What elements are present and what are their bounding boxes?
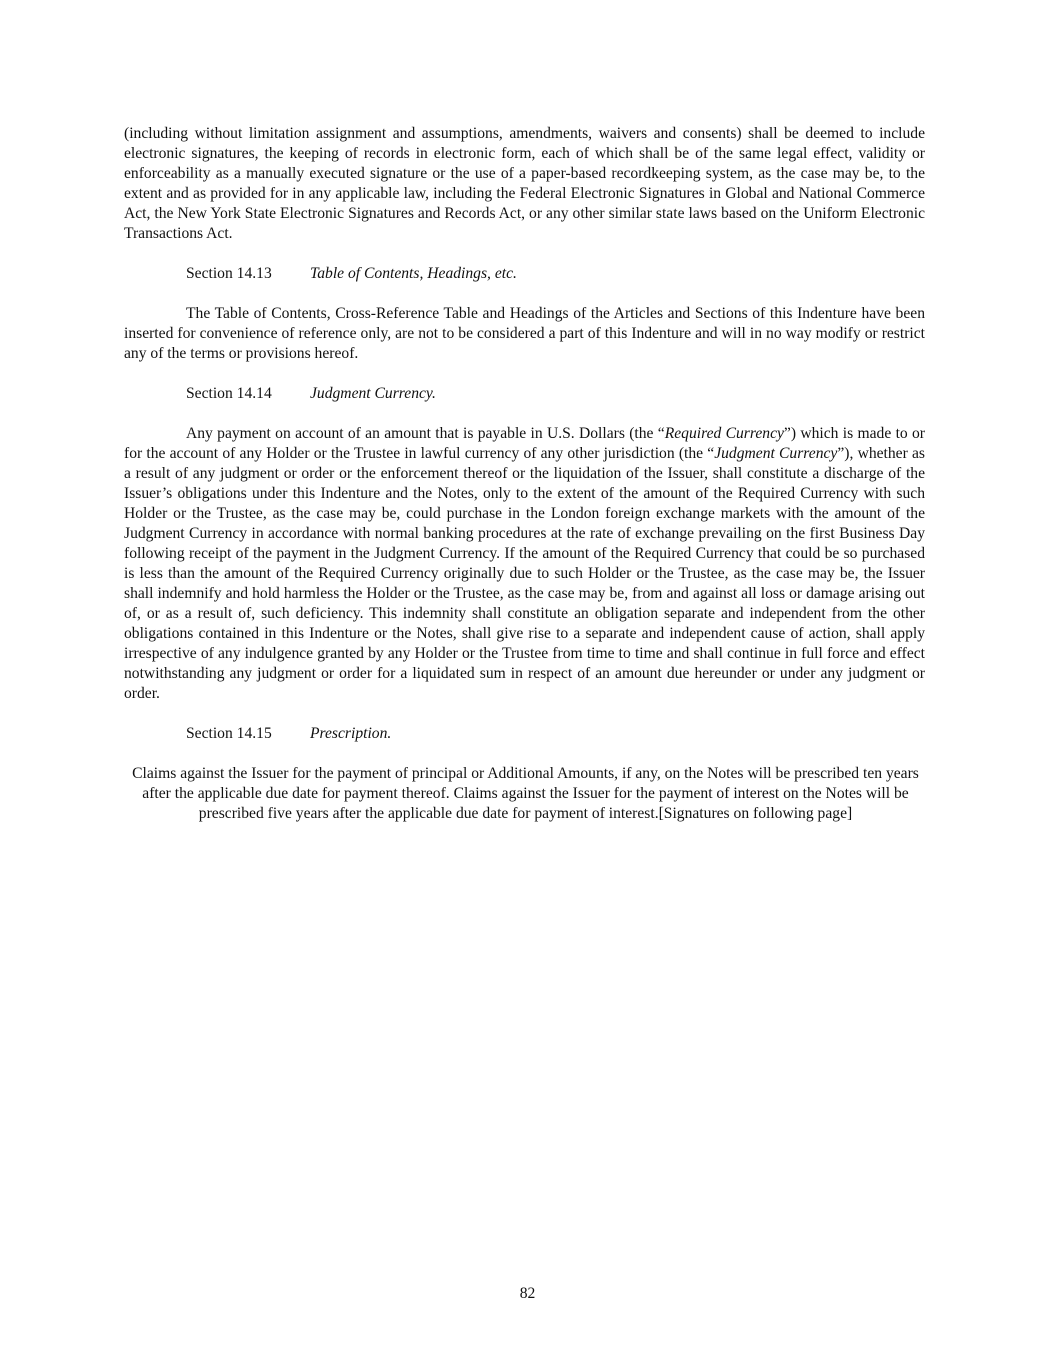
defined-term-judgment-currency: Judgment Currency xyxy=(714,445,838,462)
section-heading-14-13 xyxy=(124,264,925,284)
section-heading-14-15 xyxy=(124,724,925,744)
body-text: ”), whether as a result of any judgment or order or the enforcement thereof or the liquidation of the Issuer, shall constitute a discharge of the Issuer’s obligations under this Indenture and the Notes, only to the extent of the amount of the Required Currency with such Holder or the Trustee, as the case may be, could purchase in the London foreign exchange markets with the amount of the Judgment Currency in accordance with normal banking procedures at the rate of exchange prevailing on the first Business Day following receipt of the payment in the Judgment Currency. If the amount of the Required Currency that could be so purchased is less than the amount of the Required Currency originally due to such Holder or the Trustee, as the case may be, the Issuer shall indemnify and hold harmless the Holder or the Trustee, as the case may be, from and against all loss or damage arising out of, or as a result of, such deficiency. This indemnity shall constitute an obligation separate and independent from the other obligations contained in this Indenture or the Notes, shall give rise to a separate and independent cause of action, shall apply irrespective of any indulgence granted by any Holder or the Trustee from time to time and shall continue in full force and effect notwithstanding any judgment or order for a liquidated sum in respect of an amount due hereunder or under any judgment or order. xyxy=(124,445,925,702)
body-text: ”) which is made to or for the account of any Holder or the Trustee in lawful currency of any other jurisdiction (the “ xyxy=(124,425,925,462)
section-heading-14-14 xyxy=(124,384,925,404)
defined-term-required-currency: Required Currency xyxy=(664,425,784,442)
document-page xyxy=(124,124,925,824)
body-text: Any payment on account of an amount that is payable in U.S. Dollars (the “ xyxy=(186,425,665,442)
section-14-13-body: The Table of Contents, Cross-Reference Table and Headings of the Articles and Sections of this Indenture have been inserted for convenience of reference only, are not to be considered a part of this Indenture and will in no way modify or restrict any of the terms or provisions hereof. xyxy=(124,305,925,362)
section-14-15-body: Claims against the Issuer for the payment of principal or Additional Amounts, if any, on the Notes will be prescribed ten years after the applicable due date for payment thereof. Claims against the Issuer for the payment of interest on the Notes will be prescribed five years after the applicable due date for payment of interest.[Signatures on following page] xyxy=(132,765,919,822)
section-title: Judgment Currency. xyxy=(310,385,436,402)
section-number: Section 14.15 xyxy=(186,725,272,742)
section-number: Section 14.13 xyxy=(186,265,272,282)
intro-paragraph: (including without limitation assignment and assumptions, amendments, waivers and consents) shall be deemed to include electronic signatures, the keeping of records in electronic form, each of which shall be of the same legal effect, validity or enforceability as a manually executed signature or the use of a paper-based recordkeeping system, as the case may be, to the extent and as provided for in any applicable law, including the Federal Electronic Signatures in Global and National Commerce Act, the New York State Electronic Signatures and Records Act, or any other similar state laws based on the Uniform Electronic Transactions Act. xyxy=(124,125,925,242)
section-number: Section 14.14 xyxy=(186,385,272,402)
section-14-14-body xyxy=(124,424,925,704)
section-title: Table of Contents, Headings, etc. xyxy=(310,265,517,282)
page-number: 82 xyxy=(519,1285,536,1302)
section-title: Prescription. xyxy=(310,725,392,742)
